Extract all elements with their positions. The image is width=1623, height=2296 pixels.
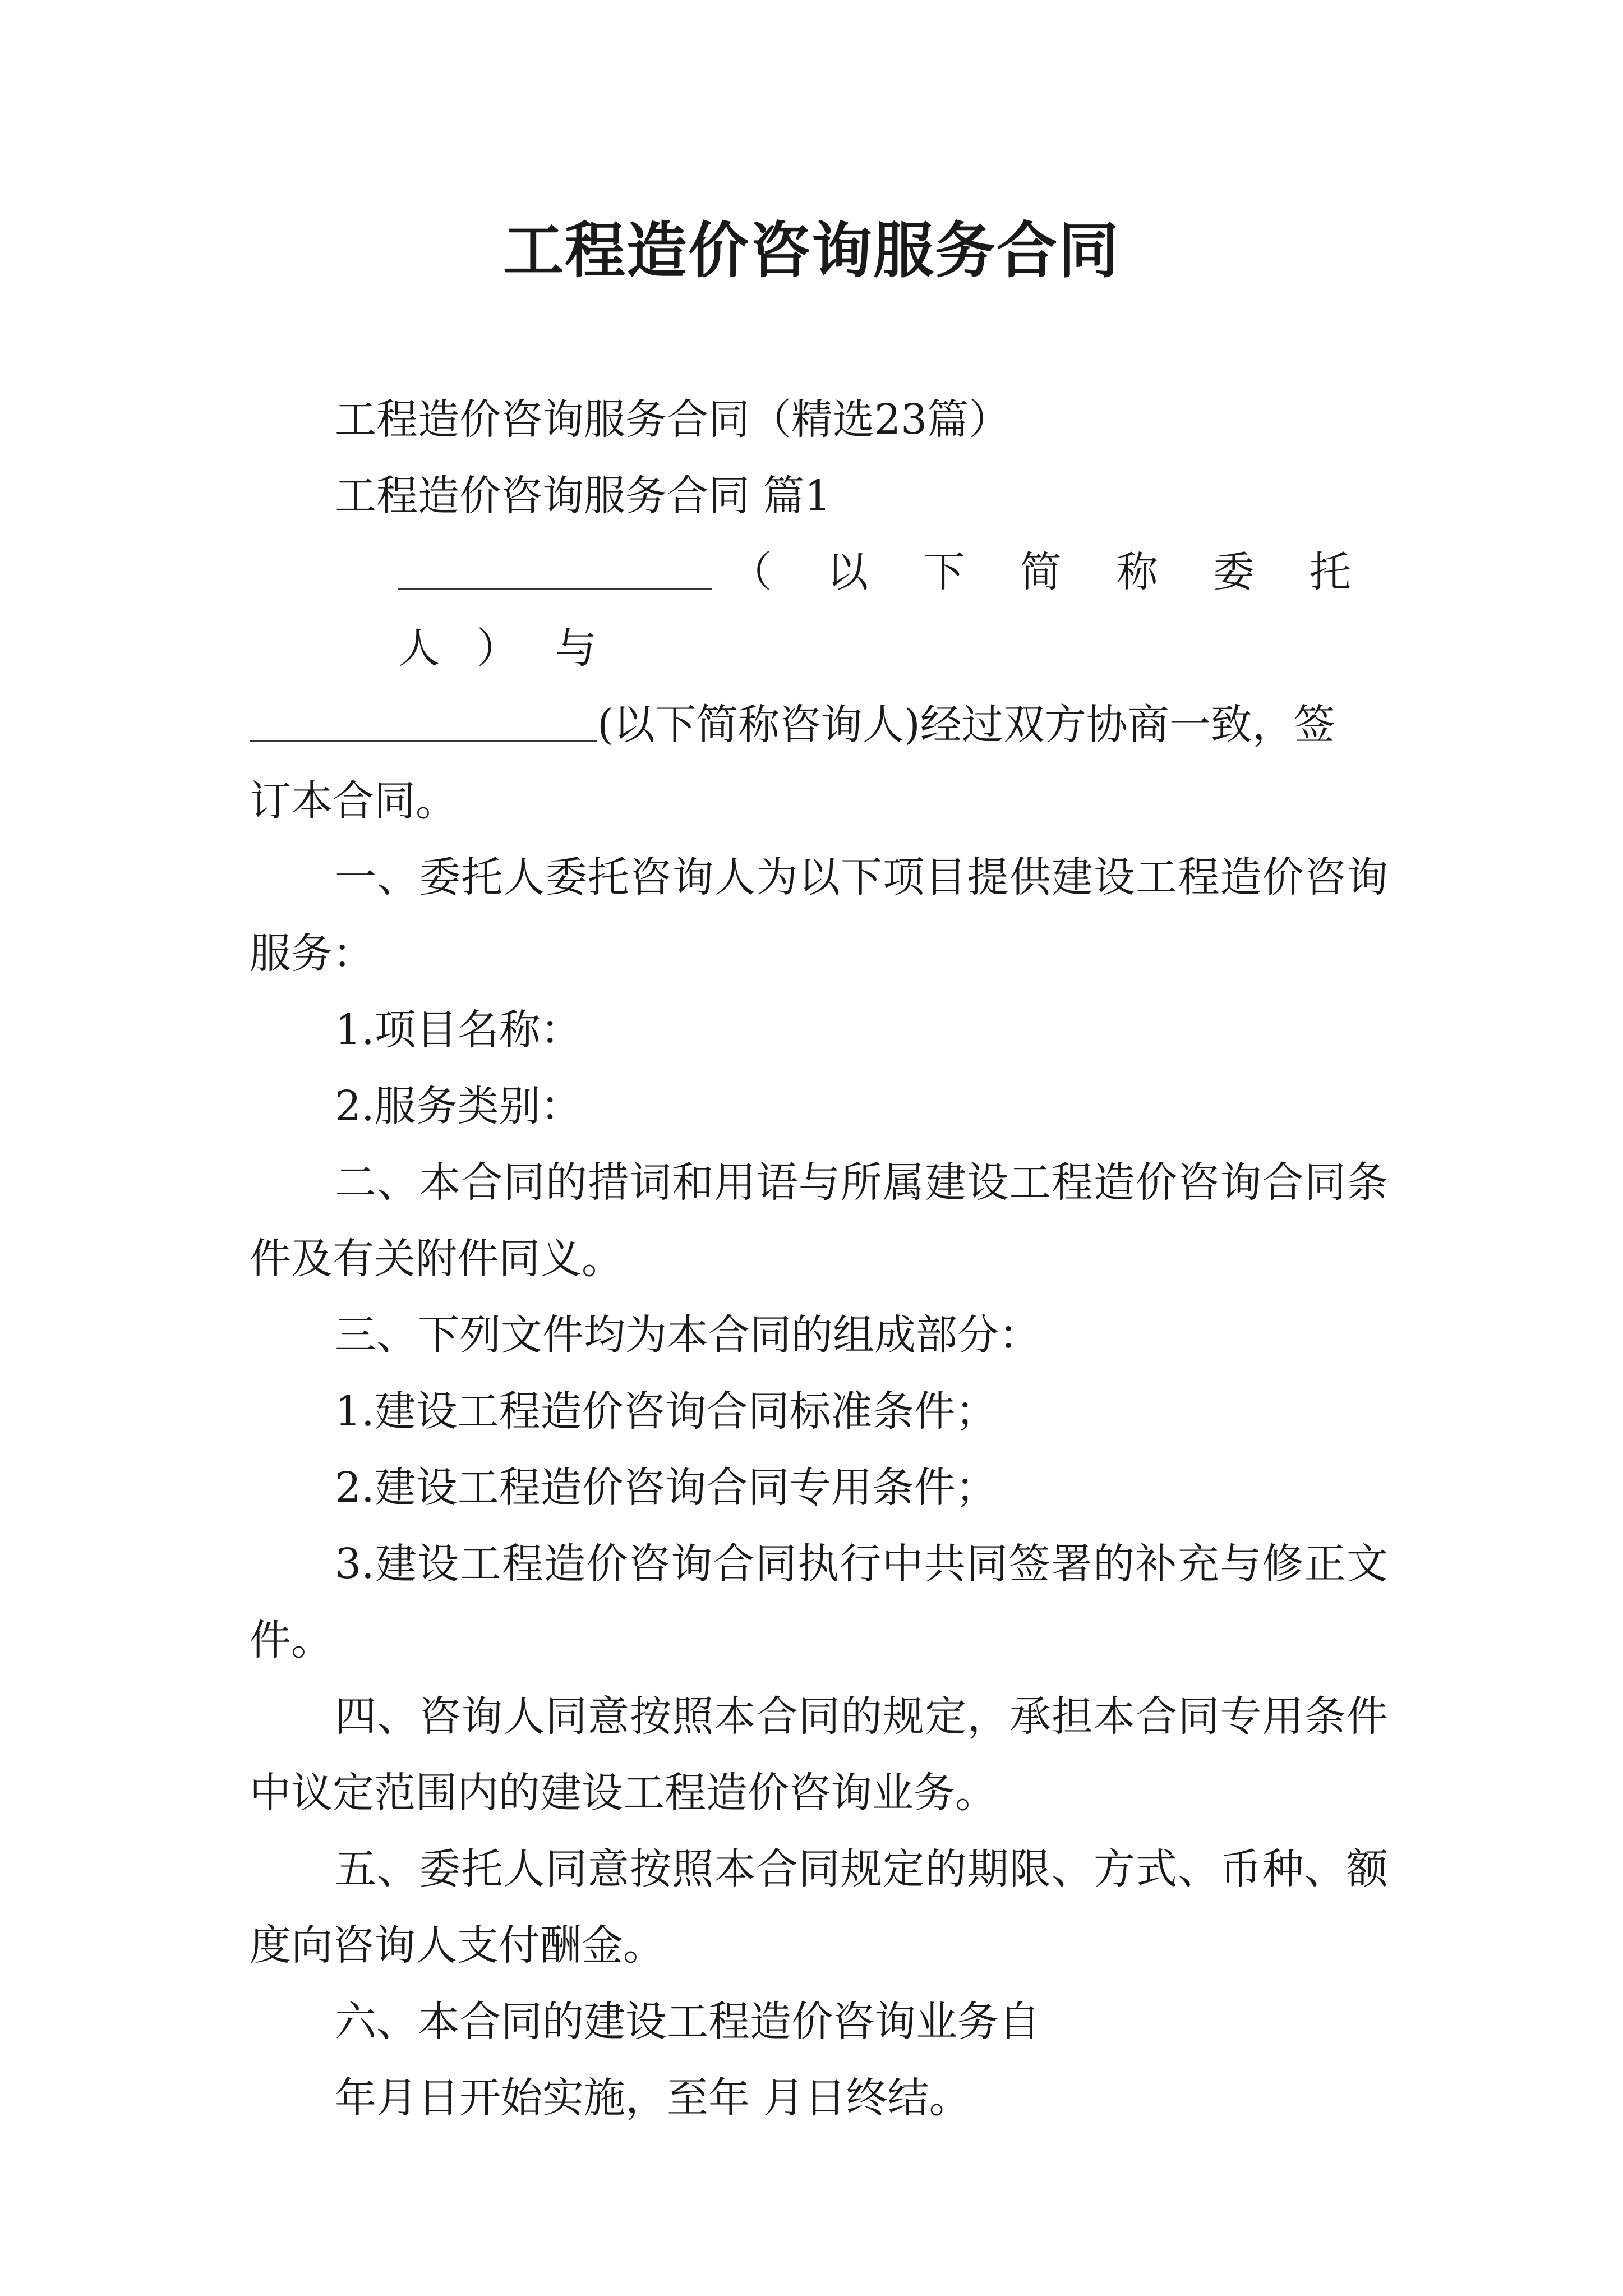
parties-line-3: 订本合同。 (250, 777, 457, 825)
parties-line-1-text: （以下简称委托人）与 (398, 548, 1388, 673)
clause-2: 二、本合同的措词和用语与所属建设工程造价咨询合同条件及有关附件同义。 (250, 1158, 1388, 1283)
clause-5: 五、委托人同意按照本合同规定的期限、方式、币种、额度向咨询人支付酬金。 (250, 1845, 1388, 1970)
document-body (250, 381, 1388, 2136)
clause-6-dates: 年月日开始实施，至年 月日终结。 (335, 2074, 971, 2122)
consultant-name-blank (250, 699, 597, 742)
clause-3-item-1: 1.建设工程造价咨询合同标准条件； (335, 1387, 997, 1435)
clause-1: 一、委托人委托咨询人为以下项目提供建设工程造价咨询服务： (250, 853, 1388, 978)
document-title: 工程造价咨询服务合同 (502, 215, 1120, 286)
clause-4: 四、咨询人同意按照本合同的规定，承担本合同专用条件中议定范围内的建设工程造价咨询业务。 (250, 1692, 1388, 1817)
client-name-blank (398, 546, 712, 590)
clause-3: 三、下列文件均为本合同的组成部分： (335, 1311, 1040, 1359)
parties-line-2 (250, 687, 1388, 763)
clause-3-item-3: 3.建设工程造价咨询合同执行中共同签署的补充与修正文件。 (250, 1540, 1388, 1664)
section-heading: 工程造价咨询服务合同 篇1 (335, 472, 831, 520)
parties-line-2-text: (以下简称咨询人)经过双方协商一致，签 (597, 701, 1335, 749)
subtitle-paragraph: 工程造价咨询服务合同（精选23篇） (335, 395, 1011, 444)
clause-3-item-2: 2.建设工程造价咨询合同专用条件； (335, 1464, 997, 1512)
clause-6: 六、本合同的建设工程造价咨询业务自 (335, 1998, 1040, 2046)
clause-1-item-2: 2.服务类别： (335, 1082, 582, 1130)
parties-line-1 (250, 534, 1388, 687)
clause-1-item-1: 1.项目名称： (335, 1006, 582, 1054)
